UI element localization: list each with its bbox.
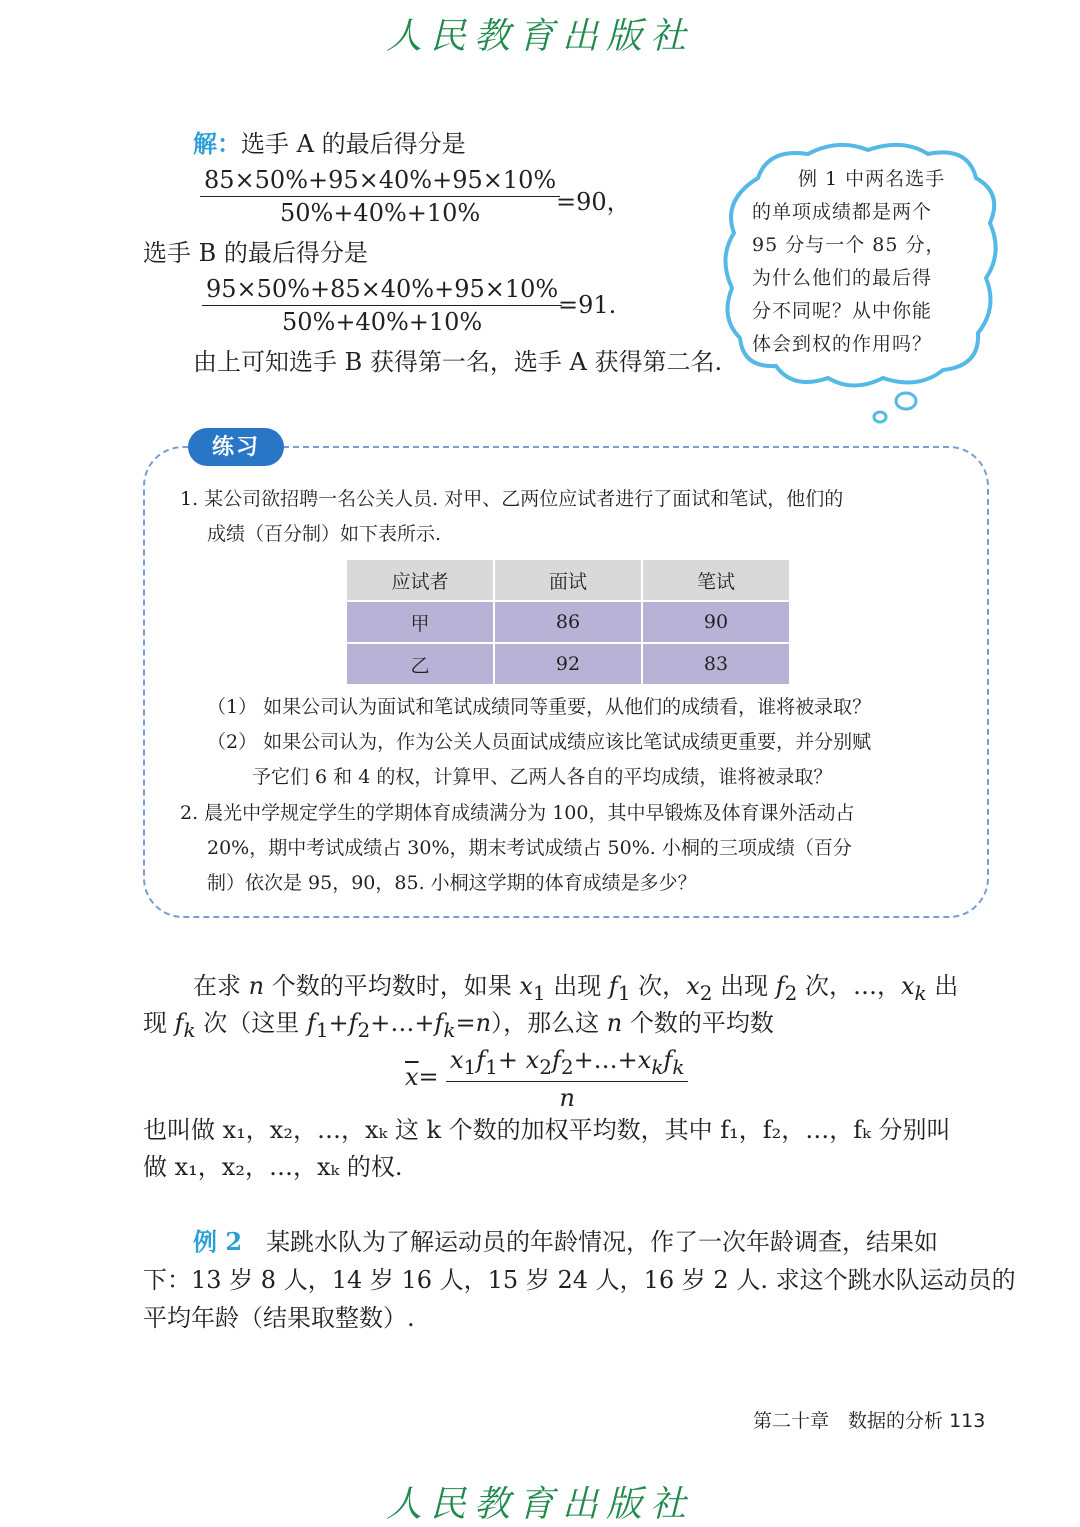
- fraction-b-denominator: 50%+40%+10%: [281, 308, 483, 336]
- cloud-line-5: 分不同呢？从中你能: [752, 300, 933, 322]
- var-n: n: [248, 972, 265, 1000]
- cloud-line-3: 95 分与一个 85 分，: [752, 234, 946, 256]
- weighted-text: 在求: [193, 972, 249, 1000]
- fraction-b-numerator: 95×50%+85×40%+95×10%: [202, 275, 562, 306]
- weighted-para-line-1: 在求 n 个数的平均数时，如果 $x_1$ 出现 $f_1$ 次，$x_2$ 出现 $f_2$ 次，…，$x_k$ 出: [193, 972, 959, 1005]
- publisher-header: 人民教育出版社: [385, 16, 694, 57]
- table-cell: 92: [495, 644, 641, 684]
- fraction-a-numerator: 85×50%+95×40%+95×10%: [200, 166, 560, 197]
- table-cell: 83: [643, 644, 789, 684]
- solution-line-a-text: 选手 A 的最后得分是: [241, 130, 466, 158]
- weighted-para-line-2: 现 $f_k$ 次（这里 $f_1+f_2+\dots+f_k=n$），那么这 n 个数的平均数: [143, 1009, 774, 1042]
- score-table: [345, 558, 791, 686]
- solution-label: 解：: [193, 129, 241, 158]
- table-cell: 86: [495, 602, 641, 642]
- weighted-formula-fraction: $x_1f_1+$ $x_2f_2+\dots+x_kf_k$ n: [446, 1046, 688, 1112]
- solution-conclusion: 由上可知选手 B 获得第一名，选手 A 获得第二名.: [193, 348, 723, 376]
- table-cell: 甲: [347, 602, 493, 642]
- cloud-line-4: 为什么他们的最后得: [752, 267, 933, 289]
- solution-line-a: [193, 126, 466, 162]
- table-cell: 乙: [347, 644, 493, 684]
- fraction-a-denominator: 50%+40%+10%: [279, 199, 481, 227]
- publisher-footer: 人民教育出版社: [385, 1484, 694, 1525]
- solution-line-b: 选手 B 的最后得分是: [143, 239, 368, 267]
- page-number: 113: [949, 1410, 986, 1432]
- cloud-line-1: 例 1 中两名选手: [798, 168, 946, 190]
- table-header-cell: 应试者: [347, 560, 493, 600]
- fraction-a-result: =90，: [556, 188, 631, 216]
- table-header-cell: 面试: [495, 560, 641, 600]
- fraction-b-result: =91.: [558, 291, 617, 319]
- q1-line-1: 1. 某公司欲招聘一名公关人员. 对甲、乙两位应试者进行了面试和笔试，他们的: [180, 488, 844, 510]
- example2-line-2: 下：13 岁 8 人，14 岁 16 人，15 岁 24 人，16 岁 2 人. 求这个跳水队运动员的: [143, 1266, 1016, 1294]
- table-header-cell: 笔试: [643, 560, 789, 600]
- example2-line-3: 平均年龄（结果取整数）.: [143, 1304, 415, 1332]
- q1-sub-1: （1） 如果公司认为面试和笔试成绩同等重要，从他们的成绩看，谁将被录取？: [207, 696, 872, 718]
- example2-line-1: [193, 1224, 938, 1260]
- q1-line-2: 成绩（百分制）如下表所示.: [207, 523, 442, 545]
- example2-text: 某跳水队为了解运动员的年龄情况，作了一次年龄调查，结果如: [266, 1228, 939, 1256]
- q1-sub-2-line-1: （2） 如果公司认为，作为公关人员面试成绩应该比笔试成绩更重要，并分别赋: [207, 731, 872, 753]
- cloud-line-2: 的单项成绩都是两个: [752, 201, 933, 223]
- table-cell: 90: [643, 602, 789, 642]
- thought-cloud-text: [752, 163, 977, 361]
- weighted-para-line-4: 做 x₁，x₂，…，xₖ 的权.: [143, 1153, 403, 1181]
- weighted-text: 个数的平均数时，如果: [264, 972, 520, 1000]
- chapter-label: [753, 1406, 985, 1433]
- table-row: [347, 602, 789, 642]
- weighted-formula-lhs: $\overline{x}=$: [405, 1063, 439, 1091]
- q2-line-1: 2. 晨光中学规定学生的学期体育成绩满分为 100，其中早锻炼及体育课外活动占: [180, 802, 855, 824]
- q2-line-2: 20%，期中考试成绩占 30%，期末考试成绩占 50%. 小桐的三项成绩（百分: [207, 837, 852, 859]
- chapter-title: 第二十章 数据的分析: [753, 1410, 944, 1432]
- fraction-b: [202, 275, 562, 336]
- example2-label: 例 2: [193, 1227, 243, 1256]
- table-row: [347, 644, 789, 684]
- weighted-para-line-3: 也叫做 x₁，x₂，…，xₖ 这 k 个数的加权平均数，其中 f₁，f₂，…，fₖ 分别叫: [143, 1116, 951, 1144]
- fraction-a: [200, 166, 560, 227]
- cloud-line-6: 体会到权的作用吗？: [752, 333, 933, 355]
- exercise-tag: 练习: [188, 428, 284, 466]
- table-header-row: [347, 560, 789, 600]
- q1-sub-2-line-2: 予它们 6 和 4 的权，计算甲、乙两人各自的平均成绩，谁将被录取？: [252, 766, 833, 788]
- q2-line-3: 制）依次是 95，90，85. 小桐这学期的体育成绩是多少？: [207, 872, 697, 894]
